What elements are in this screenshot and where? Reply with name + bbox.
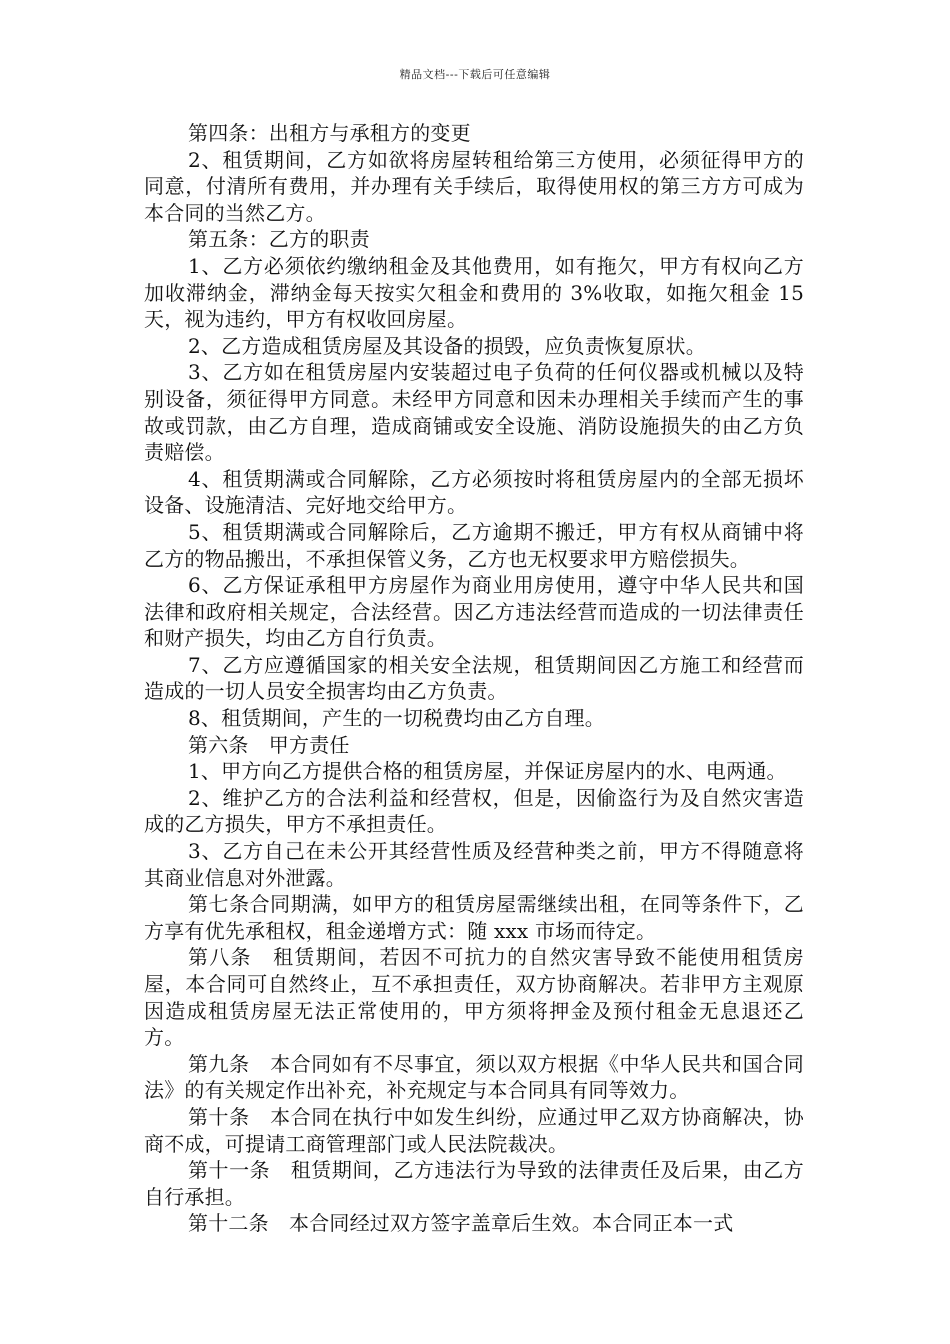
article-6-clause-2: 2、维护乙方的合法利益和经营权，但是，因偷盗行为及自然灾害造成的乙方损失，甲方不承担责任。 <box>144 785 804 837</box>
article-6-heading: 第六条 甲方责任 <box>188 732 350 757</box>
article-10: 第十条 本合同在执行中如发生纠纷，应通过甲乙双方协商解决，协商不成，可提请工商管理部门或人民法院裁决。 <box>144 1104 804 1156</box>
article-4-clause-2: 2、租赁期间，乙方如欲将房屋转租给第三方使用，必须征得甲方的同意，付清所有费用，并办理有关手续后，取得使用权的第三方方可成为本合同的当然乙方。 <box>144 147 804 225</box>
article-5-clause-7: 7、乙方应遵循国家的相关安全法规，租赁期间因乙方施工和经营而造成的一切人员安全损害均由乙方负责。 <box>144 652 804 704</box>
article-5-heading: 第五条：乙方的职责 <box>188 227 370 252</box>
article-5-clause-2: 2、乙方造成租赁房屋及其设备的损毁，应负责恢复原状。 <box>188 333 706 358</box>
article-8: 第八条 租赁期间，若因不可抗力的自然灾害导致不能使用租赁房屋，本合同可自然终止，互不承担责任，双方协商解决。若非甲方主观原因造成租赁房屋无法正常使用的，甲方须将押金及预付租金无息退还乙方。 <box>144 945 804 1050</box>
article-7: 第七条合同期满，如甲方的租赁房屋需继续出租，在同等条件下，乙方享有优先承租权，租金递增方式：随 xxx 市场而待定。 <box>144 892 804 943</box>
document-body <box>144 120 804 1237</box>
article-4-heading: 第四条：出租方与承租方的变更 <box>188 121 471 145</box>
article-12: 第十二条 本合同经过双方签字盖章后生效。本合同正本一式 <box>188 1211 734 1236</box>
article-11: 第十一条 租赁期间，乙方违法行为导致的法律责任及后果，由乙方自行承担。 <box>144 1158 804 1209</box>
article-5-clause-3: 3、乙方如在租赁房屋内安装超过电子负荷的任何仪器或机械以及特别设备，须征得甲方同意。未经甲方同意和因未办理相关手续而产生的事故或罚款，由乙方自理，造成商铺或安全设施、消防设施损失的由乙方负责赔偿。 <box>144 360 804 465</box>
article-5-clause-5: 5、租赁期满或合同解除后，乙方逾期不搬迁，甲方有权从商铺中将乙方的物品搬出，不承担保管义务，乙方也无权要求甲方赔偿损失。 <box>144 519 804 571</box>
article-6-clause-1: 1、甲方向乙方提供合格的租赁房屋，并保证房屋内的水、电两通。 <box>188 759 787 784</box>
article-5-clause-6: 6、乙方保证承租甲方房屋作为商业用房使用，遵守中华人民共和国法律和政府相关规定，合法经营。因乙方违法经营而造成的一切法律责任和财产损失，均由乙方自行负责。 <box>144 573 804 651</box>
article-5-clause-4: 4、租赁期满或合同解除，乙方必须按时将租赁房屋内的全部无损坏设备、设施清洁、完好地交给甲方。 <box>144 466 804 518</box>
article-5-clause-8: 8、租赁期间，产生的一切税费均由乙方自理。 <box>188 706 605 731</box>
page-header: 精品文档---下载后可任意编辑 <box>399 68 551 81</box>
article-5-clause-1: 1、乙方必须依约缴纳租金及其他费用，如有拖欠，甲方有权向乙方加收滞纳金，滞纳金每天按实欠租金和费用的 3%收取，如拖欠租金 15 天，视为违约，甲方有权收回房屋。 <box>144 253 804 332</box>
article-6-clause-3: 3、乙方自己在未公开其经营性质及经营种类之前，甲方不得随意将其商业信息对外泄露。 <box>144 839 804 890</box>
article-9: 第九条 本合同如有不尽事宜，须以双方根据《中华人民共和国合同法》的有关规定作出补充，补充规定与本合同具有同等效力。 <box>144 1051 804 1103</box>
